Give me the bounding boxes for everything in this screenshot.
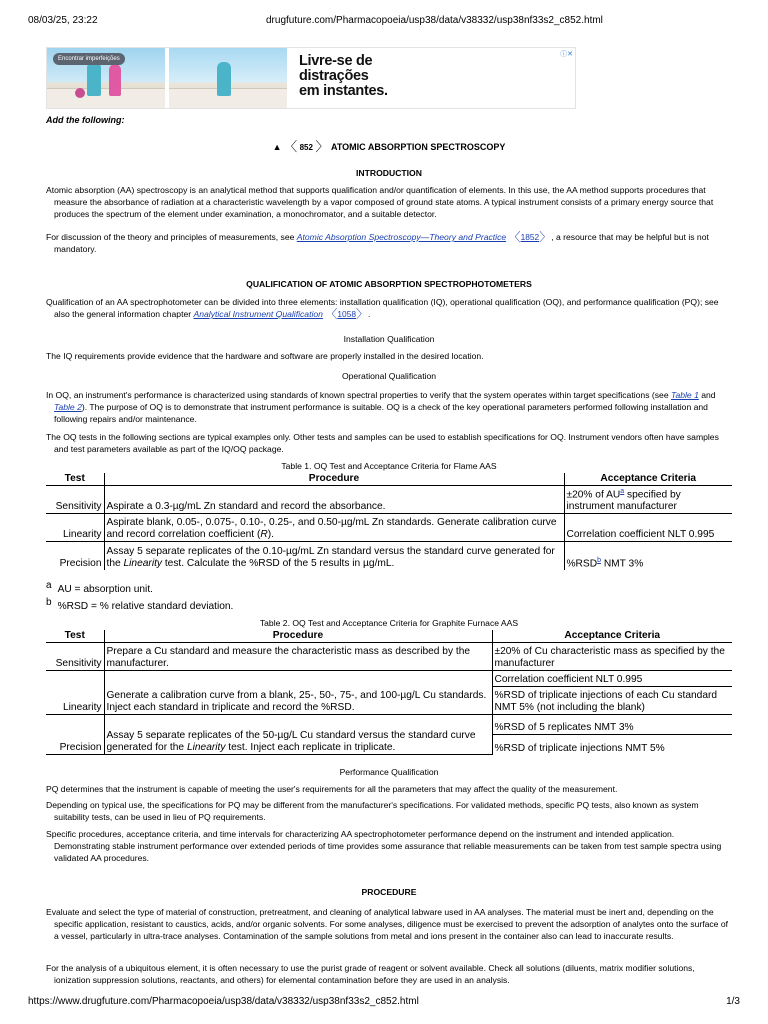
heading-installation-qualification: Installation Qualification [343,334,435,344]
chapter-title-text: ATOMIC ABSORPTION SPECTROSCOPY [331,142,506,152]
table-cell-procedure: Aspirate blank, 0.05-, 0.075-, 0.10-, 0.25-, and 0.50-µg/mL Zn standards. Generate calibration curve and record correlation coefficient (R). [104,514,564,542]
heading-procedure: PROCEDURE [361,887,417,897]
table-cell-criteria: Correlation coefficient NLT 0.995 [492,671,732,687]
table-2-header-procedure: Procedure [104,630,492,643]
ad-chip: Encontrar imperfeições [53,53,125,65]
table-cell-criteria: %RSD$^b$ NMT 3% [564,542,732,570]
table-1-footnote-a: $^a$ AU = absorption unit. [46,580,153,595]
intro-paragraph-2: For discussion of the theory and principles of measurements, see Atomic Absorption Spectroscopy—Theory and Practice 〈1852〉, a resource that may be helpful but is not mandatory. [46,230,709,254]
table-1-flame-aas [46,473,732,570]
intro-paragraph-1: Atomic absorption (AA) spectroscopy is an analytical method that supports qualification and/or quantification of elements. In this use, the AA method supports procedures that measure the absorbance of radiation at a characteristic wavelength by a vapor composed of ground state atoms. A typical instrument consists of a primary energy source that produces the spectrum of the element under examination, a monochromator, and a suitable detector. [46,185,714,219]
link-chapter-1852[interactable]: 1852 [520,232,540,242]
footnote-a-link[interactable]: a [620,488,625,495]
table-row [46,514,732,542]
ad-headline: Livre-se de distrações em instantes. [299,53,388,99]
table-2-caption: Table 2. OQ Test and Acceptance Criteria for Graphite Furnace AAS [259,618,519,628]
table-row [46,715,732,735]
heading-introduction: INTRODUCTION [356,168,422,178]
table-cell-criteria: Correlation coefficient NLT 0.995 [564,514,732,542]
pq-paragraph-1: PQ determines that the instrument is capable of meeting the user's requirements for all the parameters that may affect the quality of the measurement. [46,784,618,794]
link-table-1[interactable]: Table 1 [670,390,699,400]
table-2-header-test: Test [46,630,104,643]
heading-performance-qualification: Performance Qualification [339,767,439,777]
link-chapter-1058[interactable]: 1058 [337,309,356,319]
table-cell-procedure: Assay 5 separate replicates of the 50-µg/L Cu standard versus the standard curve generated for the Linearity test. Inject each replicate in triplicate. [104,715,492,755]
link-table-2[interactable]: Table 2 [54,402,82,412]
table-1-header-test: Test [46,473,104,486]
page-number: 1/3 [726,996,740,1007]
ad-image-after [169,48,287,109]
table-row [46,643,732,671]
footer-url: https://www.drugfuture.com/Pharmacopoeia/usp38/data/v38332/usp38nf33s2_c852.html [28,996,419,1007]
chapter-title: ▲ 〈 852 〉 ATOMIC ABSORPTION SPECTROSCOPY [272,139,506,154]
table-cell-procedure: Assay 5 separate replicates of the 0.10-µg/mL Zn standard versus the standard curve generated for the Linearity test. Calculate the %RSD of the 5 results in µg/mL. [104,542,564,570]
procedure-paragraph-2: For the analysis of a ubiquitous element, it is often necessary to use the purist grade of reagent or solvent available. Check all solutions (diluents, matrix modifier solutions, ionization suppression solutions, reactants, and others) for elemental contamination before they are used in an analysis. [46,963,695,985]
advertisement-banner[interactable] [46,47,576,109]
link-atomic-absorption-theory[interactable]: Atomic Absorption Spectroscopy—Theory and Practice [296,232,507,242]
table-cell-criteria: ±20% of AU$^a$ specified by instrument manufacturer [564,486,732,514]
print-url: drugfuture.com/Pharmacopoeia/usp38/data/v38332/usp38nf33s2_c852.html [266,15,603,26]
table-1-caption: Table 1. OQ Test and Acceptance Criteria for Flame AAS [281,461,497,471]
chapter-number: 852 [299,143,313,152]
table-cell-procedure: Generate a calibration curve from a blank, 25-, 50-, 75-, and 100-µg/L Cu standards. Inject each standard in triplicate and record the %RSD. [104,671,492,715]
table-cell-procedure: Prepare a Cu standard and measure the characteristic mass as described by the manufacturer. [104,643,492,671]
oq-paragraph-2: The OQ tests in the following sections are typical examples only. Other tests and samples can be used to establish specifications for OQ. Instrument vendors often have samples and test parameters available as part of the IQ/OQ package. [46,432,719,454]
table-cell-criteria: %RSD of triplicate injections NMT 5% [492,735,732,755]
qualification-paragraph: Qualification of an AA spectrophotometer can be divided into three elements: installation qualification (IQ), operational qualification (OQ), and performance qualification (PQ); see also the general information chapter Analytical Instrument Qualification 〈1058〉. [46,297,719,321]
link-analytical-instrument-qualification[interactable]: Analytical Instrument Qualification [193,309,323,319]
table-1-header-criteria: Acceptance Criteria [564,473,732,486]
table-cell-criteria: ±20% of Cu characteristic mass as specified by the manufacturer [492,643,732,671]
table-cell-procedure: Aspirate a 0.3-µg/mL Zn standard and record the absorbance. [104,486,564,514]
heading-operational-qualification: Operational Qualification [341,371,437,381]
table-1-header-row [46,473,732,486]
pq-paragraph-3: Specific procedures, acceptance criteria, and time intervals for characterizing AA spectrophotometer performance depend on the instrument and intended application. Demonstrating stable instrument performance over extended periods of time provides some assurance that reliable measurements can be taken from test sample spectra using validated AA procedures. [46,829,722,863]
print-header [28,15,740,29]
table-cell-test: Sensitivity [46,643,104,671]
table-2-header-row [46,630,732,643]
table-1-footnote-b: $^b$ %RSD = % relative standard deviation. [46,597,234,612]
table-row [46,671,732,687]
heading-qualification: QUALIFICATION OF ATOMIC ABSORPTION SPECTROPHOTOMETERS [246,279,532,289]
pq-paragraph-2: Depending on typical use, the specifications for PQ may be different from the manufacturer's specifications. For validated methods, specific PQ tests, also known as system suitability tests, can be used in lieu of PQ requirements. [46,800,699,822]
table-row [46,486,732,514]
footnote-b-link[interactable]: b [597,556,601,564]
print-footer [28,996,740,1010]
print-date: 08/03/25, 23:22 [28,15,98,26]
table-cell-test: Linearity [46,671,104,715]
ad-info-icon[interactable]: ⓘ✕ [560,51,573,58]
delta-marker-icon: ▲ [272,142,282,152]
table-cell-test: Linearity [46,514,104,542]
table-cell-criteria: %RSD of 5 replicates NMT 3% [492,715,732,735]
table-2-header-criteria: Acceptance Criteria [492,630,732,643]
table-1-header-procedure: Procedure [104,473,564,486]
table-cell-test: Precision [46,542,104,570]
procedure-paragraph-1: Evaluate and select the type of material of construction, pretreatment, and cleaning of analytical labware used in AA analyses. The material must be inert and, depending on the specific application, resistant to caustics, acids, and/or organic solvents. For some analyses, diligence must be exercised to prevent the adsorption of analytes onto the surface of a vessel, particularly in ultra-trace analyses. Contamination of the sample solutions from metal and ions present in the container also can lead to inaccurate results. [46,907,729,941]
table-row [46,542,732,570]
oq-paragraph-1: In OQ, an instrument's performance is characterized using standards of known spectral properties to verify that the system operates within target specifications (see Table 1 and Table 2). The purpose of OQ is to demonstrate that instrument performance is suitable. OQ is a check of the key operational parameters performed following installation and following repairs and/or maintenance. [46,390,716,424]
ad-image-before [47,48,165,109]
table-2-graphite-furnace-aas [46,630,732,755]
table-cell-criteria: %RSD of triplicate injections of each Cu standard NMT 5% (not including the blank) [492,687,732,715]
table-cell-test: Precision [46,715,104,755]
table-cell-test: Sensitivity [46,486,104,514]
add-following-label: Add the following: [46,115,125,125]
iq-paragraph: The IQ requirements provide evidence that the hardware and software are properly installed in the desired location. [46,351,484,361]
